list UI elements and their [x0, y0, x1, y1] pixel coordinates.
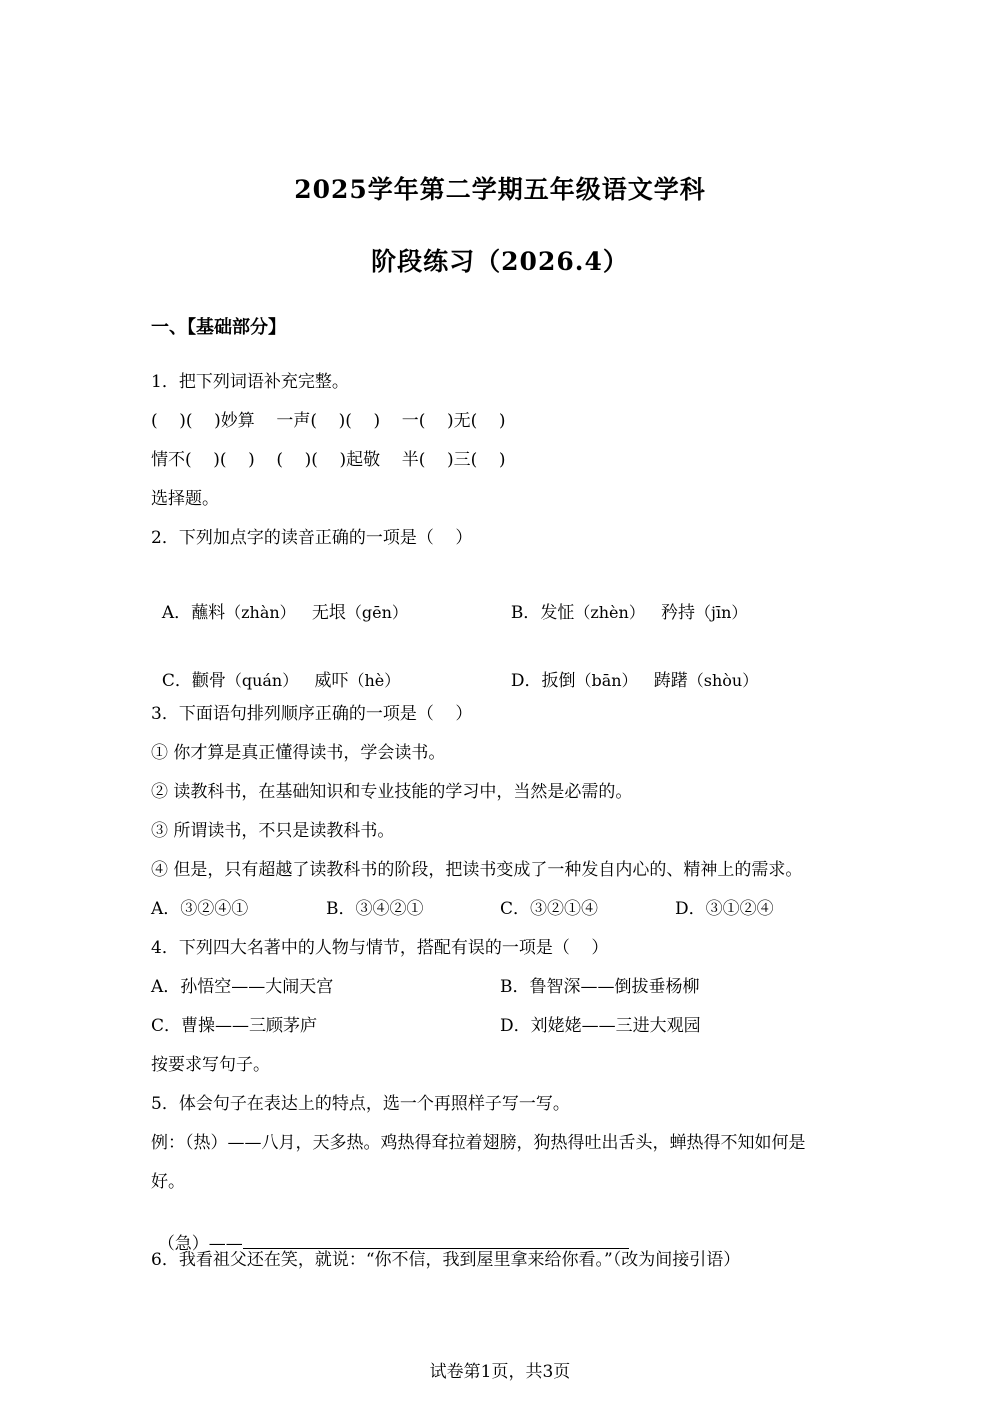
option-word: 扳倒	[541, 671, 576, 691]
option-word: 威吓	[314, 671, 349, 691]
q5-prompt: 5．体会句子在表达上的特点，选一个再照样子写一写。	[151, 1094, 570, 1114]
q3-option-c: C．③②①④	[500, 899, 599, 919]
option-pinyin: （shòu）	[687, 671, 759, 690]
q5-example-line1: 例：（热）——八月，天多热。鸡热得耷拉着翅膀，狗热得吐出舌头，蝉热得不知如何是	[151, 1133, 806, 1153]
exam-title: 2025学年第二学期五年级语文学科	[294, 175, 706, 204]
q2-prompt: 2．下列加点字的读音正确的一项是（ ）	[151, 528, 473, 548]
option-label: D．	[510, 671, 542, 691]
q3-sentence-1: ① 你才算是真正懂得读书，学会读书。	[151, 743, 446, 763]
option-word: 颧骨	[191, 671, 226, 691]
option-word: 踌躇	[653, 671, 688, 691]
option-word: 无垠	[311, 603, 346, 623]
q2-option-c	[151, 648, 400, 692]
q5-answer-label: （急）——	[157, 1234, 243, 1254]
section-heading: 一、【基础部分】	[151, 317, 286, 338]
option-word: 蘸料	[191, 603, 226, 623]
q4-prompt: 4．下列四大名著中的人物与情节，搭配有误的一项是（ ）	[151, 938, 609, 958]
q3-prompt: 3．下面语句排列顺序正确的一项是（ ）	[151, 704, 473, 724]
q5-example-line2: 好。	[151, 1172, 185, 1192]
q2-option-b	[500, 580, 747, 624]
option-label: A．	[161, 603, 192, 623]
option-pinyin: （gēn）	[345, 603, 408, 622]
exam-subtitle: 阶段练习（2026.4）	[371, 247, 629, 276]
q3-option-a: A．③②④①	[151, 899, 249, 919]
q4-option-a: A．孙悟空——大闹天宫	[151, 977, 334, 997]
q2-option-a	[151, 580, 408, 624]
q1-row1: ( )( )妙算 一声( )( ) 一( )无( )	[151, 411, 506, 431]
option-word: 发怔	[540, 603, 575, 623]
option-pinyin: （bān）	[575, 671, 638, 690]
option-pinyin: （quán）	[225, 671, 299, 690]
write-heading: 按要求写句子。	[151, 1055, 270, 1075]
q3-sentence-3: ③ 所谓读书，不只是读教科书。	[151, 821, 395, 841]
q3-option-b: B．③④②①	[326, 899, 424, 919]
q1-row2: 情不( )( ) ( )( )起敬 半( )三( )	[151, 450, 506, 470]
option-pinyin: （zhèn）	[574, 603, 645, 622]
q4-option-d: D．刘姥姥——三进大观园	[500, 1016, 701, 1036]
option-pinyin: （hè）	[348, 671, 401, 690]
choice-heading: 选择题。	[151, 489, 219, 509]
answer-blank[interactable]	[243, 1232, 629, 1249]
q4-option-b: B．鲁智深——倒拔垂杨柳	[500, 977, 700, 997]
option-pinyin: （zhàn）	[225, 603, 296, 622]
q1-prompt: 1．把下列词语补充完整。	[151, 372, 349, 392]
option-label: B．	[510, 603, 541, 623]
q3-sentence-2: ② 读教科书，在基础知识和专业技能的学习中，当然是必需的。	[151, 782, 633, 802]
q4-option-c: C．曹操——三顾茅庐	[151, 1016, 318, 1036]
option-pinyin: （jīn）	[695, 603, 748, 622]
q3-sentence-4: ④ 但是，只有超越了读教科书的阶段，把读书变成了一种发自内心的、精神上的需求。	[151, 860, 803, 880]
q6-prompt: 6．我看祖父还在笑，就说：“你不信，我到屋里拿来给你看。”（改为间接引语）	[151, 1250, 741, 1270]
option-label: C．	[161, 671, 192, 691]
page-footer: 试卷第1页，共3页	[429, 1362, 571, 1382]
q2-option-d	[500, 648, 758, 692]
q3-option-d: D．③①②④	[675, 899, 774, 919]
option-word: 矜持	[661, 603, 696, 623]
